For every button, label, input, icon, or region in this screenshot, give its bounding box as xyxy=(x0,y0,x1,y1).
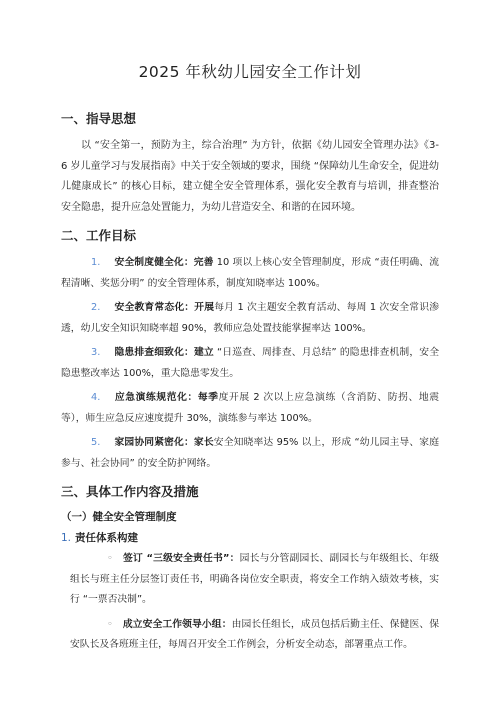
goal-item xyxy=(61,298,439,339)
goal-item xyxy=(61,433,439,474)
bullet-text: 园长与分管副园长、副园长与年级组长、年级组长与班主任分层签订责任书，明确各岗位安全职责，将安全工作纳入绩效考核，实行 “一票否决制”。 xyxy=(70,553,440,605)
goal-text: 每月 1 次主题安全教育活动、每周 1 次安全常识渗透，幼儿安全知识知晓率超 90%，教师应急处置技能掌握率达 100%。 xyxy=(61,302,440,334)
goal-text: “日巡查、周排查、月总结” 的隐患排查机制，安全隐患整改率达 100%，重大隐患零发生。 xyxy=(61,347,440,379)
section-paragraph: 以 “安全第一，预防为主，综合治理” 为方针，依据《幼儿园安全管理办法》《3-6 岁儿童学习与发展指南》中关于安全领域的要求，围绕 “保障幼儿生命安全，促进幼儿健康成长” 的核心目标，建立健全安全管理体系，强化安全教育与培训，排查整治安全隐患，提升应急处置能力，为幼儿营造安全、和谐的在园环境。 xyxy=(61,140,439,213)
item-heading xyxy=(61,530,439,545)
bullet-dot: ◦ xyxy=(107,618,113,630)
goal-text: 安全知晓率达 95% 以上，形成 “幼儿园主导、家庭参与、社会协同” 的安全防护网络。 xyxy=(61,437,440,469)
bullet-item xyxy=(61,615,439,656)
goal-lead: 应急演练规范化：每季 xyxy=(114,392,219,403)
section-heading: 二、工作目标 xyxy=(61,228,137,243)
item-number: 1. xyxy=(61,532,72,544)
goal-number: 5. xyxy=(91,437,101,448)
goal-text: 10 项以上核心安全管理制度，形成 “责任明确、流程清晰、奖惩分明” 的安全管理体系，制度知晓率达 100%。 xyxy=(61,257,439,289)
goal-lead: 家园协同紧密化：家长 xyxy=(114,437,214,448)
bullet-item xyxy=(61,549,439,611)
item-title: 责任体系构建 xyxy=(75,532,139,544)
goal-number: 1. xyxy=(91,257,101,268)
bullet-lead: 签订 “三级安全责任书”： xyxy=(122,553,240,564)
goal-number: 2. xyxy=(91,302,101,313)
goal-number: 4. xyxy=(91,392,101,403)
subsection-heading: （一）健全安全管理制度 xyxy=(61,511,177,523)
section-work-content xyxy=(61,482,439,656)
goal-lead: 安全制度健全化：完善 xyxy=(114,257,214,268)
goal-number: 3. xyxy=(91,347,101,358)
bullet-dot: ◦ xyxy=(107,553,113,564)
document-title: 2025 年秋幼儿园安全工作计划 xyxy=(138,63,362,81)
goal-text: 度开展 2 次以上应急演练（含消防、防拐、地震等），师生应急反应速度提升 30%，演练参与率达 100%。 xyxy=(61,392,439,424)
section-heading: 三、具体工作内容及措施 xyxy=(61,484,199,499)
goal-item xyxy=(61,343,439,384)
goal-lead: 安全教育常态化：开展 xyxy=(114,302,215,313)
section-work-goals xyxy=(61,226,439,474)
goal-lead: 隐患排查细致化：建立 xyxy=(114,347,214,358)
goal-item xyxy=(61,388,439,429)
bullet-lead: 成立安全工作领导小组： xyxy=(122,618,232,630)
bullet-text: 由园长任组长，成员包括后勤主任、保健医、保安队长及各班班主任，每周召开安全工作例会，分析安全动态，部署重点工作。 xyxy=(70,618,440,650)
section-guiding-ideology xyxy=(61,109,439,218)
goal-item xyxy=(61,253,439,294)
section-heading: 一、指导思想 xyxy=(61,111,137,126)
